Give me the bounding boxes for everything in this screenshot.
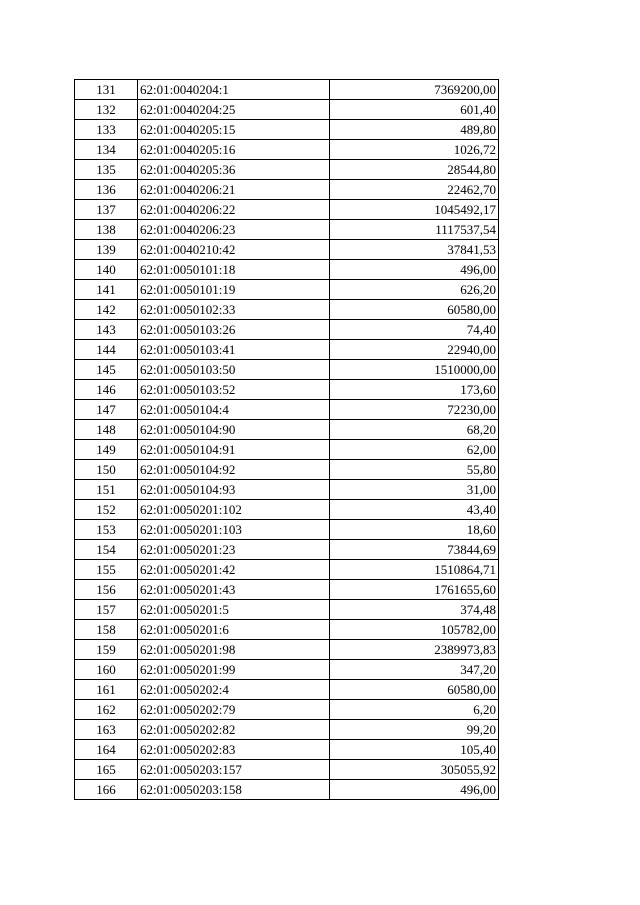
table-body	[75, 80, 499, 800]
table-row	[75, 300, 499, 320]
table-row	[75, 320, 499, 340]
row-number-cell: 149	[75, 440, 138, 460]
value-cell: 31,00	[330, 480, 499, 500]
row-number-cell: 145	[75, 360, 138, 380]
row-number-cell: 139	[75, 240, 138, 260]
value-cell: 60580,00	[330, 300, 499, 320]
table-row	[75, 520, 499, 540]
value-cell: 7369200,00	[330, 80, 499, 100]
cadastral-number-cell: 62:01:0050102:33	[138, 300, 330, 320]
table-row	[75, 340, 499, 360]
cadastral-number-cell: 62:01:0050201:43	[138, 580, 330, 600]
row-number-cell: 136	[75, 180, 138, 200]
cadastral-number-cell: 62:01:0050103:26	[138, 320, 330, 340]
table-row	[75, 220, 499, 240]
value-cell: 73844,69	[330, 540, 499, 560]
row-number-cell: 151	[75, 480, 138, 500]
cadastral-number-cell: 62:01:0050201:102	[138, 500, 330, 520]
table-row	[75, 760, 499, 780]
row-number-cell: 137	[75, 200, 138, 220]
value-cell: 22940,00	[330, 340, 499, 360]
value-cell: 1510864,71	[330, 560, 499, 580]
table-row	[75, 640, 499, 660]
table-row	[75, 620, 499, 640]
cadastral-number-cell: 62:01:0040205:16	[138, 140, 330, 160]
table-row	[75, 680, 499, 700]
table-row	[75, 160, 499, 180]
cadastral-number-cell: 62:01:0050103:52	[138, 380, 330, 400]
value-cell: 347,20	[330, 660, 499, 680]
table-row	[75, 240, 499, 260]
row-number-cell: 132	[75, 100, 138, 120]
cadastral-number-cell: 62:01:0050202:4	[138, 680, 330, 700]
cadastral-number-cell: 62:01:0040204:1	[138, 80, 330, 100]
cadastral-number-cell: 62:01:0050203:157	[138, 760, 330, 780]
cadastral-number-cell: 62:01:0050201:103	[138, 520, 330, 540]
cadastral-number-cell: 62:01:0050104:91	[138, 440, 330, 460]
row-number-cell: 161	[75, 680, 138, 700]
cadastral-number-cell: 62:01:0050104:90	[138, 420, 330, 440]
table-row	[75, 700, 499, 720]
value-cell: 105782,00	[330, 620, 499, 640]
row-number-cell: 153	[75, 520, 138, 540]
row-number-cell: 157	[75, 600, 138, 620]
row-number-cell: 147	[75, 400, 138, 420]
cadastral-number-cell: 62:01:0050201:99	[138, 660, 330, 680]
cadastral-number-cell: 62:01:0040206:22	[138, 200, 330, 220]
row-number-cell: 159	[75, 640, 138, 660]
cadastral-number-cell: 62:01:0050203:158	[138, 780, 330, 800]
table-row	[75, 180, 499, 200]
row-number-cell: 154	[75, 540, 138, 560]
row-number-cell: 144	[75, 340, 138, 360]
table-row	[75, 420, 499, 440]
value-cell: 28544,80	[330, 160, 499, 180]
cadastral-number-cell: 62:01:0050101:18	[138, 260, 330, 280]
row-number-cell: 150	[75, 460, 138, 480]
cadastral-number-cell: 62:01:0040204:25	[138, 100, 330, 120]
row-number-cell: 163	[75, 720, 138, 740]
row-number-cell: 134	[75, 140, 138, 160]
table-row	[75, 360, 499, 380]
row-number-cell: 140	[75, 260, 138, 280]
table-row	[75, 740, 499, 760]
value-cell: 37841,53	[330, 240, 499, 260]
cadastral-number-cell: 62:01:0050104:4	[138, 400, 330, 420]
row-number-cell: 146	[75, 380, 138, 400]
value-cell: 43,40	[330, 500, 499, 520]
table-row	[75, 540, 499, 560]
row-number-cell: 142	[75, 300, 138, 320]
value-cell: 60580,00	[330, 680, 499, 700]
cadastral-number-cell: 62:01:0050201:42	[138, 560, 330, 580]
value-cell: 374,48	[330, 600, 499, 620]
row-number-cell: 155	[75, 560, 138, 580]
row-number-cell: 165	[75, 760, 138, 780]
value-cell: 1026,72	[330, 140, 499, 160]
row-number-cell: 148	[75, 420, 138, 440]
value-cell: 496,00	[330, 260, 499, 280]
cadastral-number-cell: 62:01:0050104:92	[138, 460, 330, 480]
cadastral-number-cell: 62:01:0050104:93	[138, 480, 330, 500]
row-number-cell: 143	[75, 320, 138, 340]
value-cell: 74,40	[330, 320, 499, 340]
cadastral-number-cell: 62:01:0050202:79	[138, 700, 330, 720]
cadastral-number-cell: 62:01:0040206:23	[138, 220, 330, 240]
value-cell: 1510000,00	[330, 360, 499, 380]
table-row	[75, 560, 499, 580]
cadastral-number-cell: 62:01:0050201:98	[138, 640, 330, 660]
value-cell: 6,20	[330, 700, 499, 720]
row-number-cell: 138	[75, 220, 138, 240]
table-row	[75, 480, 499, 500]
table-row	[75, 780, 499, 800]
value-cell: 18,60	[330, 520, 499, 540]
value-cell: 2389973,83	[330, 640, 499, 660]
table-row	[75, 660, 499, 680]
value-cell: 489,80	[330, 120, 499, 140]
value-cell: 72230,00	[330, 400, 499, 420]
cadastral-number-cell: 62:01:0040210:42	[138, 240, 330, 260]
row-number-cell: 160	[75, 660, 138, 680]
table-row	[75, 80, 499, 100]
table-row	[75, 600, 499, 620]
cadastral-value-table	[74, 79, 499, 800]
table-row	[75, 400, 499, 420]
table-row	[75, 120, 499, 140]
row-number-cell: 156	[75, 580, 138, 600]
value-cell: 1761655,60	[330, 580, 499, 600]
value-cell: 99,20	[330, 720, 499, 740]
row-number-cell: 164	[75, 740, 138, 760]
cadastral-number-cell: 62:01:0040206:21	[138, 180, 330, 200]
cadastral-number-cell: 62:01:0050201:23	[138, 540, 330, 560]
cadastral-number-cell: 62:01:0040205:36	[138, 160, 330, 180]
table-row	[75, 720, 499, 740]
value-cell: 626,20	[330, 280, 499, 300]
table-row	[75, 200, 499, 220]
table-row	[75, 580, 499, 600]
value-cell: 1117537,54	[330, 220, 499, 240]
row-number-cell: 141	[75, 280, 138, 300]
table-row	[75, 500, 499, 520]
value-cell: 68,20	[330, 420, 499, 440]
row-number-cell: 158	[75, 620, 138, 640]
cadastral-number-cell: 62:01:0050202:82	[138, 720, 330, 740]
cadastral-number-cell: 62:01:0050101:19	[138, 280, 330, 300]
value-cell: 305055,92	[330, 760, 499, 780]
cadastral-number-cell: 62:01:0040205:15	[138, 120, 330, 140]
value-cell: 496,00	[330, 780, 499, 800]
row-number-cell: 135	[75, 160, 138, 180]
table-row	[75, 100, 499, 120]
row-number-cell: 133	[75, 120, 138, 140]
table-row	[75, 260, 499, 280]
row-number-cell: 166	[75, 780, 138, 800]
value-cell: 62,00	[330, 440, 499, 460]
value-cell: 1045492,17	[330, 200, 499, 220]
cadastral-number-cell: 62:01:0050201:5	[138, 600, 330, 620]
row-number-cell: 152	[75, 500, 138, 520]
table-row	[75, 140, 499, 160]
table-row	[75, 280, 499, 300]
row-number-cell: 162	[75, 700, 138, 720]
cadastral-number-cell: 62:01:0050201:6	[138, 620, 330, 640]
table-row	[75, 460, 499, 480]
cadastral-number-cell: 62:01:0050103:50	[138, 360, 330, 380]
table-row	[75, 380, 499, 400]
value-cell: 105,40	[330, 740, 499, 760]
row-number-cell: 131	[75, 80, 138, 100]
cadastral-number-cell: 62:01:0050202:83	[138, 740, 330, 760]
value-cell: 55,80	[330, 460, 499, 480]
cadastral-number-cell: 62:01:0050103:41	[138, 340, 330, 360]
table-row	[75, 440, 499, 460]
value-cell: 173,60	[330, 380, 499, 400]
value-cell: 22462,70	[330, 180, 499, 200]
value-cell: 601,40	[330, 100, 499, 120]
